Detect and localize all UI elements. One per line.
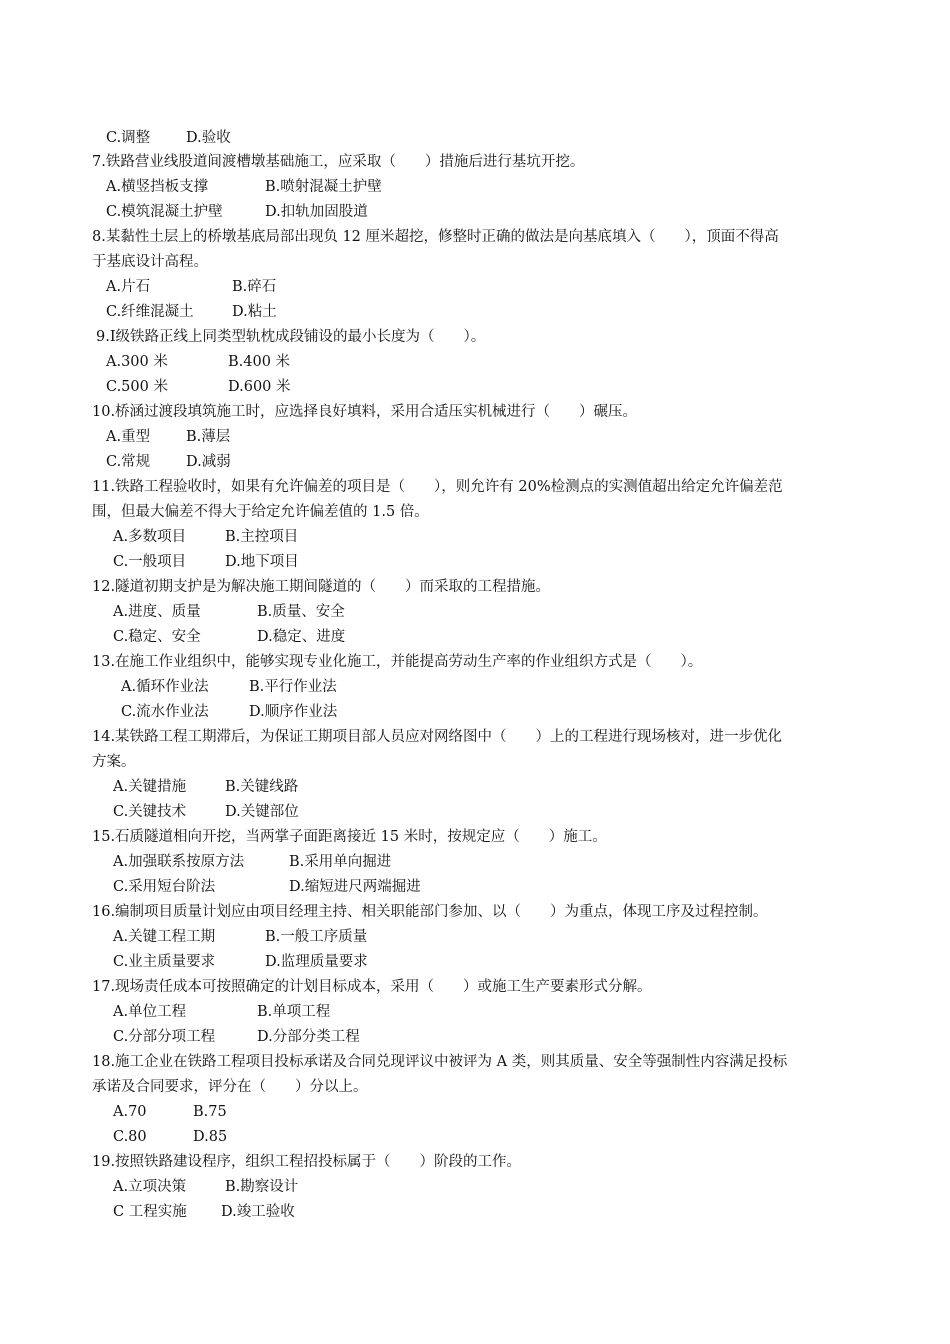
- option-a: A.循环作业法: [121, 679, 209, 695]
- question-9: 9.Ⅰ级铁路正线上同类型轨枕成段铺设的最小长度为（ ）。: [96, 329, 486, 345]
- option-line: [113, 1177, 298, 1197]
- option-d: D.85: [193, 1129, 228, 1145]
- option-c: C.模筑混凝土护壁: [106, 204, 223, 220]
- question-18-cont: 承诺及合同要求，评分在（ ）分以上。: [92, 1079, 368, 1095]
- option-b: B.碎石: [232, 279, 277, 295]
- option-d: D.粘土: [232, 304, 277, 320]
- option-a: A.单位工程: [113, 1004, 187, 1020]
- option-line: [113, 877, 421, 897]
- option-d: D.扣轨加固股道: [265, 204, 368, 220]
- question-13: 13.在施工作业组织中，能够实现专业化施工，并能提高劳动生产率的作业组织方式是（ ）。: [92, 654, 703, 670]
- option-c: C.稳定、安全: [113, 629, 201, 645]
- question-17: 17.现场责任成本可按照确定的计划目标成本，采用（ ）或施工生产要素形式分解。: [92, 979, 652, 995]
- option-a: A.片石: [106, 279, 151, 295]
- question-11: 11.铁路工程验收时，如果有允许偏差的项目是（ ），则允许有 20%检测点的实测值超出给定允许偏差范: [92, 479, 783, 495]
- option-c: C 工程实施: [113, 1204, 187, 1220]
- question-12: 12.隧道初期支护是为解决施工期间隧道的（ ）而采取的工程措施。: [92, 579, 551, 595]
- option-line: [113, 802, 299, 822]
- option-c: C.关键技术: [113, 804, 187, 820]
- option-line: [106, 302, 277, 322]
- option-a: A.横竖挡板支撑: [106, 179, 209, 195]
- option-line: [121, 677, 337, 697]
- question-8: 8.某黏性土层上的桥墩基底局部出现负 12 厘米超挖，修整时正确的做法是向基底填入（ ），顶面不得高: [92, 229, 779, 245]
- option-d: D.关键部位: [225, 804, 299, 820]
- option-b: B.采用单向掘进: [289, 854, 392, 870]
- option-line: [106, 352, 290, 372]
- option-a: A.进度、质量: [113, 604, 201, 620]
- option-c: C.分部分项工程: [113, 1029, 216, 1045]
- option-d: D.减弱: [186, 454, 231, 470]
- option-b: B.75: [193, 1104, 227, 1120]
- option-c: C.纤维混凝土: [106, 304, 194, 320]
- option-line: [106, 452, 231, 472]
- option-c: C.采用短台阶法: [113, 879, 216, 895]
- question-11-cont: 围，但最大偏差不得大于给定允许偏差值的 1.5 倍。: [92, 504, 429, 520]
- option-d: D.稳定、进度: [257, 629, 346, 645]
- option-line: [113, 777, 298, 797]
- option-line: [113, 852, 391, 872]
- option-a: A.300 米: [106, 354, 168, 370]
- option-c: C.业主质量要求: [113, 954, 216, 970]
- question-18: 18.施工企业在铁路工程项目投标承诺及合同兑现评议中被评为 A 类，则其质量、安全等强制性内容满足投标: [92, 1054, 788, 1070]
- option-a: A.加强联系按原方法: [113, 854, 245, 870]
- option-d: D.600 米: [228, 379, 291, 395]
- option-c: C.500 米: [106, 379, 168, 395]
- option-b: B.喷射混凝土护壁: [265, 179, 382, 195]
- option-line: [106, 277, 276, 297]
- option-c: C.常规: [106, 454, 151, 470]
- option-a: A.关键措施: [113, 779, 187, 795]
- option-line: [113, 1102, 227, 1122]
- option-a: A.多数项目: [113, 529, 187, 545]
- option-line: [113, 602, 345, 622]
- option-line: [106, 377, 291, 397]
- option-a: A.关键工程工期: [113, 929, 216, 945]
- option-b: B.关键线路: [225, 779, 299, 795]
- question-7: 7.铁路营业线股道间渡槽墩基础施工，应采取（ ）措施后进行基坑开挖。: [92, 154, 585, 170]
- option-a: A.70: [113, 1104, 147, 1120]
- question-19: 19.按照铁路建设程序，组织工程招投标属于（ ）阶段的工作。: [92, 1154, 522, 1170]
- option-line: [113, 527, 298, 547]
- option-line: [113, 1127, 227, 1147]
- option-b: B.平行作业法: [249, 679, 337, 695]
- option-line: [113, 1002, 330, 1022]
- option-line: [106, 128, 231, 148]
- option-line: [121, 702, 337, 722]
- question-8-cont: 于基底设计高程。: [92, 254, 208, 270]
- option-d: D.顺序作业法: [249, 704, 338, 720]
- question-14: 14.某铁路工程工期滞后，为保证工期项目部人员应对网络图中（ ）上的工程进行现场核对，进一步优化: [92, 729, 783, 745]
- question-14-cont: 方案。: [92, 754, 136, 770]
- option-b: B.薄层: [186, 429, 231, 445]
- option-d: D.地下项目: [225, 554, 299, 570]
- question-15: 15.石质隧道相向开挖，当两掌子面距离接近 15 米时，按规定应（ ）施工。: [92, 829, 607, 845]
- option-b: B.质量、安全: [257, 604, 345, 620]
- option-line: [106, 427, 230, 447]
- option-line: [113, 1027, 360, 1047]
- option-d: D.竣工验收: [221, 1204, 295, 1220]
- option-b: B.400 米: [228, 354, 291, 370]
- question-10: 10.桥涵过渡段填筑施工时，应选择良好填料，采用合适压实机械进行（ ）碾压。: [92, 404, 638, 420]
- option-c: C.流水作业法: [121, 704, 209, 720]
- option-b: B.一般工序质量: [265, 929, 368, 945]
- option-c: C.80: [113, 1129, 147, 1145]
- option-a: A.重型: [106, 429, 151, 445]
- option-line: [113, 927, 367, 947]
- option-line: [113, 952, 368, 972]
- question-16: 16.编制项目质量计划应由项目经理主持、相关职能部门参加、以（ ）为重点，体现工序及过程控制。: [92, 904, 768, 920]
- option-b: B.单项工程: [257, 1004, 331, 1020]
- option-d: D.分部分类工程: [257, 1029, 360, 1045]
- option-c: C.一般项目: [113, 554, 187, 570]
- option-b: B.勘察设计: [225, 1179, 299, 1195]
- option-line: [106, 202, 368, 222]
- option-line: [113, 552, 299, 572]
- option-line: [113, 1202, 295, 1222]
- option-b: B.主控项目: [225, 529, 299, 545]
- option-d: D.缩短进尺两端掘进: [289, 879, 421, 895]
- option-line: [113, 627, 345, 647]
- option-line: [106, 177, 382, 197]
- option-c: C.调整: [106, 130, 151, 146]
- option-d: D.验收: [186, 130, 231, 146]
- option-a: A.立项决策: [113, 1179, 187, 1195]
- option-d: D.监理质量要求: [265, 954, 368, 970]
